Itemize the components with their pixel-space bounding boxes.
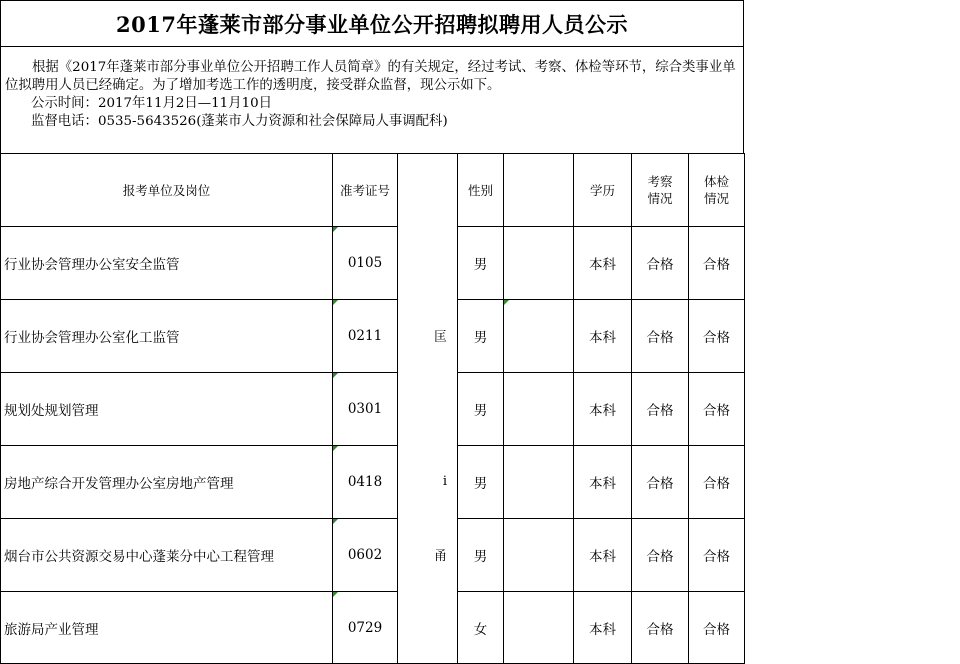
cell-position[interactable]: 行业协会管理办公室安全监管 (0, 226, 332, 299)
header-exam-no[interactable]: 准考证号 (332, 153, 397, 226)
comment-marker-icon (333, 519, 338, 524)
table-row (0, 445, 745, 518)
cell-gender[interactable]: 男 (457, 226, 503, 299)
cell-physical[interactable]: 合格 (688, 591, 745, 664)
cell-gender[interactable]: 女 (457, 591, 503, 664)
table-row (0, 591, 745, 664)
cell-gender[interactable]: 男 (457, 445, 503, 518)
cell-inspection[interactable]: 合格 (631, 299, 688, 372)
notice-block (0, 47, 744, 153)
overflow-fragment: 匡 (433, 330, 447, 345)
exam-no-text: 0211 (347, 328, 383, 344)
cell-position[interactable]: 旅游局产业管理 (0, 591, 332, 664)
supervision-phone-label: 监督电话： (31, 114, 98, 129)
cell-physical[interactable]: 合格 (688, 299, 745, 372)
comment-marker-icon (333, 446, 338, 451)
cell-hidden[interactable] (397, 518, 457, 591)
publicity-time-label: 公示时间： (31, 96, 98, 111)
cell-inspection[interactable]: 合格 (631, 591, 688, 664)
cell-physical[interactable]: 合格 (688, 226, 745, 299)
comment-marker-icon (333, 373, 338, 378)
notice-text: 根据《2017年蓬莱市部分事业单位公开招聘工作人员简章》的有关规定，经过考试、考察、体检等环节，综合类事业单位拟聘用人员已经确定。为了增加考选工作的透明度，接受群众监督，现公示如下。 (5, 60, 736, 93)
cell-hidden[interactable] (397, 445, 457, 518)
cell-blank[interactable] (503, 299, 573, 372)
comment-marker-icon (504, 300, 509, 305)
cell-gender[interactable]: 男 (457, 299, 503, 372)
cell-hidden[interactable] (397, 226, 457, 299)
exam-no-text: 0418 (347, 474, 383, 490)
cell-blank[interactable] (503, 591, 573, 664)
cell-exam-no[interactable] (332, 372, 397, 445)
cell-position[interactable]: 规划处规划管理 (0, 372, 332, 445)
supervision-phone (5, 113, 737, 131)
table-header-row (0, 153, 745, 226)
header-education[interactable]: 学历 (573, 153, 631, 226)
cell-gender[interactable]: 男 (457, 372, 503, 445)
header-blank-col[interactable] (503, 153, 573, 226)
exam-no-text: 0301 (347, 401, 383, 417)
cell-blank[interactable] (503, 445, 573, 518)
cell-hidden[interactable] (397, 372, 457, 445)
comment-marker-icon (333, 300, 338, 305)
cell-education[interactable]: 本科 (573, 372, 631, 445)
comment-marker-icon (333, 592, 338, 597)
cell-education[interactable]: 本科 (573, 299, 631, 372)
cell-physical[interactable]: 合格 (688, 445, 745, 518)
cell-hidden[interactable] (397, 591, 457, 664)
page-title: 2017年蓬莱市部分事业单位公开招聘拟聘用人员公示 (0, 0, 744, 47)
header-hidden-col[interactable] (397, 153, 457, 226)
header-inspection-line1: 考察 (647, 174, 673, 189)
cell-inspection[interactable]: 合格 (631, 445, 688, 518)
table-row (0, 518, 745, 591)
publicity-time-value: 2017年11月2日—11月10日 (97, 96, 273, 111)
cell-blank[interactable] (503, 226, 573, 299)
header-inspection[interactable] (631, 153, 688, 226)
header-inspection-line2: 情况 (647, 191, 673, 206)
cell-blank[interactable] (503, 518, 573, 591)
exam-no-text: 0602 (347, 547, 383, 563)
cell-exam-no[interactable] (332, 226, 397, 299)
cell-hidden[interactable] (397, 299, 457, 372)
header-gender[interactable]: 性别 (457, 153, 503, 226)
cell-education[interactable]: 本科 (573, 445, 631, 518)
cell-position[interactable]: 房地产综合开发管理办公室房地产管理 (0, 445, 332, 518)
cell-exam-no[interactable] (332, 299, 397, 372)
cell-inspection[interactable]: 合格 (631, 226, 688, 299)
header-physical-line1: 体检 (703, 174, 729, 189)
cell-education[interactable]: 本科 (573, 591, 631, 664)
header-physical-line2: 情况 (703, 191, 729, 206)
comment-marker-icon (333, 227, 338, 232)
exam-no-text: 0105 (347, 255, 383, 271)
cell-gender[interactable]: 男 (457, 518, 503, 591)
table-row (0, 299, 745, 372)
table-row (0, 226, 745, 299)
cell-education[interactable]: 本科 (573, 226, 631, 299)
header-physical[interactable] (688, 153, 745, 226)
exam-no-text: 0729 (347, 620, 383, 636)
publicity-time (5, 95, 737, 113)
cell-inspection[interactable]: 合格 (631, 372, 688, 445)
cell-exam-no[interactable] (332, 518, 397, 591)
overflow-fragment: i (442, 474, 447, 489)
cell-position[interactable]: 烟台市公共资源交易中心蓬莱分中心工程管理 (0, 518, 332, 591)
supervision-phone-value: 0535-5643526(蓬莱市人力资源和社会保障局人事调配科) (97, 114, 448, 129)
cell-exam-no[interactable] (332, 591, 397, 664)
cell-blank[interactable] (503, 372, 573, 445)
header-position[interactable]: 报考单位及岗位 (0, 153, 332, 226)
cell-inspection[interactable]: 合格 (631, 518, 688, 591)
table-row (0, 372, 745, 445)
cell-physical[interactable]: 合格 (688, 372, 745, 445)
cell-position[interactable]: 行业协会管理办公室化工监管 (0, 299, 332, 372)
overflow-fragment: 甬 (433, 549, 447, 564)
cell-education[interactable]: 本科 (573, 518, 631, 591)
cell-exam-no[interactable] (332, 445, 397, 518)
cell-physical[interactable]: 合格 (688, 518, 745, 591)
